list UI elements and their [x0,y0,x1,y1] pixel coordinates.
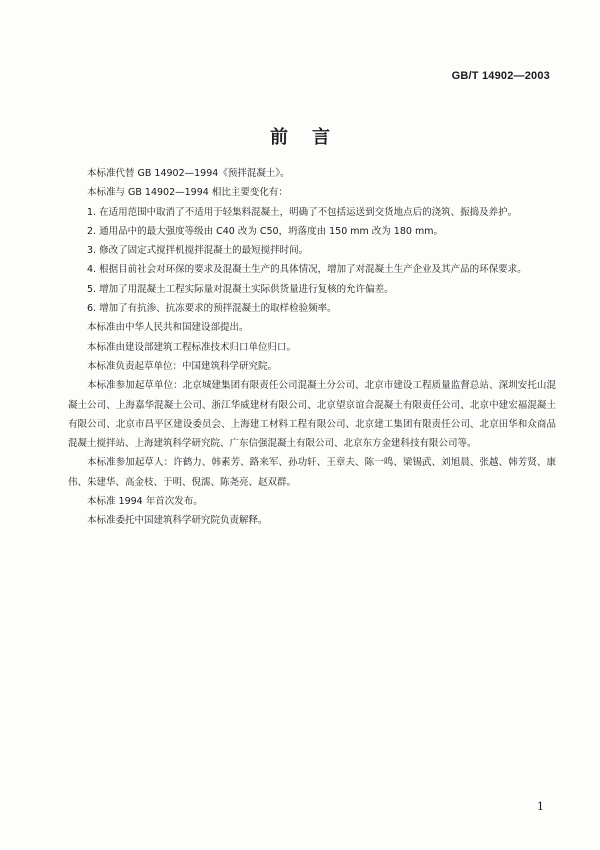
paragraph-replaces: 本标准代替 GB 14902—1994《预拌混凝土》。 [87,168,290,179]
paragraph-change-6: 6. 增加了有抗渗、抗冻要求的预拌混凝土的取样检验频率。 [87,303,337,315]
paragraph-drafters: 本标准参加起草人：许鹤力、韩素芳、路来军、孙功轩、王章夫、陈一鸣、梁锡武、刘旭晨、张越、韩芳贤、康伟、朱建华、高金枝、于明、倪濡、陈尧亮、赵双群。 [68,457,556,488]
paragraph-change-3: 3. 修改了固定式搅拌机搅拌混凝土的最短搅拌时间。 [87,245,309,257]
paragraph-change-4: 4. 根据目前社会对环保的要求及混凝土生产的具体情况，增加了对混凝土生产企业及其产品的环保要求。 [87,264,527,276]
paragraph-first-published: 本标准 1994 年首次发布。 [87,496,203,508]
paragraph-interpretation: 本标准委托中国建筑科学研究院负责解释。 [87,515,268,527]
paragraph-participating-units: 本标准参加起草单位：北京城建集团有限责任公司混凝土分公司、北京市建设工程质量监督总站、深圳安托山混凝土公司、上海嘉华混凝土公司、浙江华威建材有限公司、北京望京谊合混凝土有限责任公司、北京中建宏福混凝土有限公司、北京市昌平区建设委员会、上海建工材料工程有限公司、北京建工集团有限责任公司、北京田华和众商品混凝土搅拌站、上海建筑科学研究院、广东信强混凝土有限公司、北京东方金建科技有限公司等。 [68,380,556,450]
paragraph-change-1: 1. 在适用范围中取消了不适用于轻集料混凝土，明确了不包括运送到交货地点后的浇筑、振捣及养护。 [87,206,518,218]
paragraph-main-drafter: 本标准负责起草单位：中国建筑科学研究院。 [87,360,278,372]
page-number: 1 [537,800,544,813]
foreword-body [68,164,556,531]
paragraph-proposed-by: 本标准由中华人民共和国建设部提出。 [87,322,249,334]
page-title: 前言 [270,127,354,148]
paragraph-changes-intro: 本标准与 GB 14902—1994 相比主要变化有： [87,187,288,199]
paragraph-administered-by: 本标准由建设部建筑工程标准技术归口单位归口。 [87,341,297,353]
paragraph-change-2: 2. 通用品中的最大强度等级由 C40 改为 C50，坍落度由 150 mm 改为 180 mm。 [87,225,443,237]
standard-code: GB/T 14902—2003 [451,70,550,82]
paragraph-change-5: 5. 增加了用混凝土工程实际量对混凝土实际供货量进行复核的允许偏差。 [87,283,394,295]
